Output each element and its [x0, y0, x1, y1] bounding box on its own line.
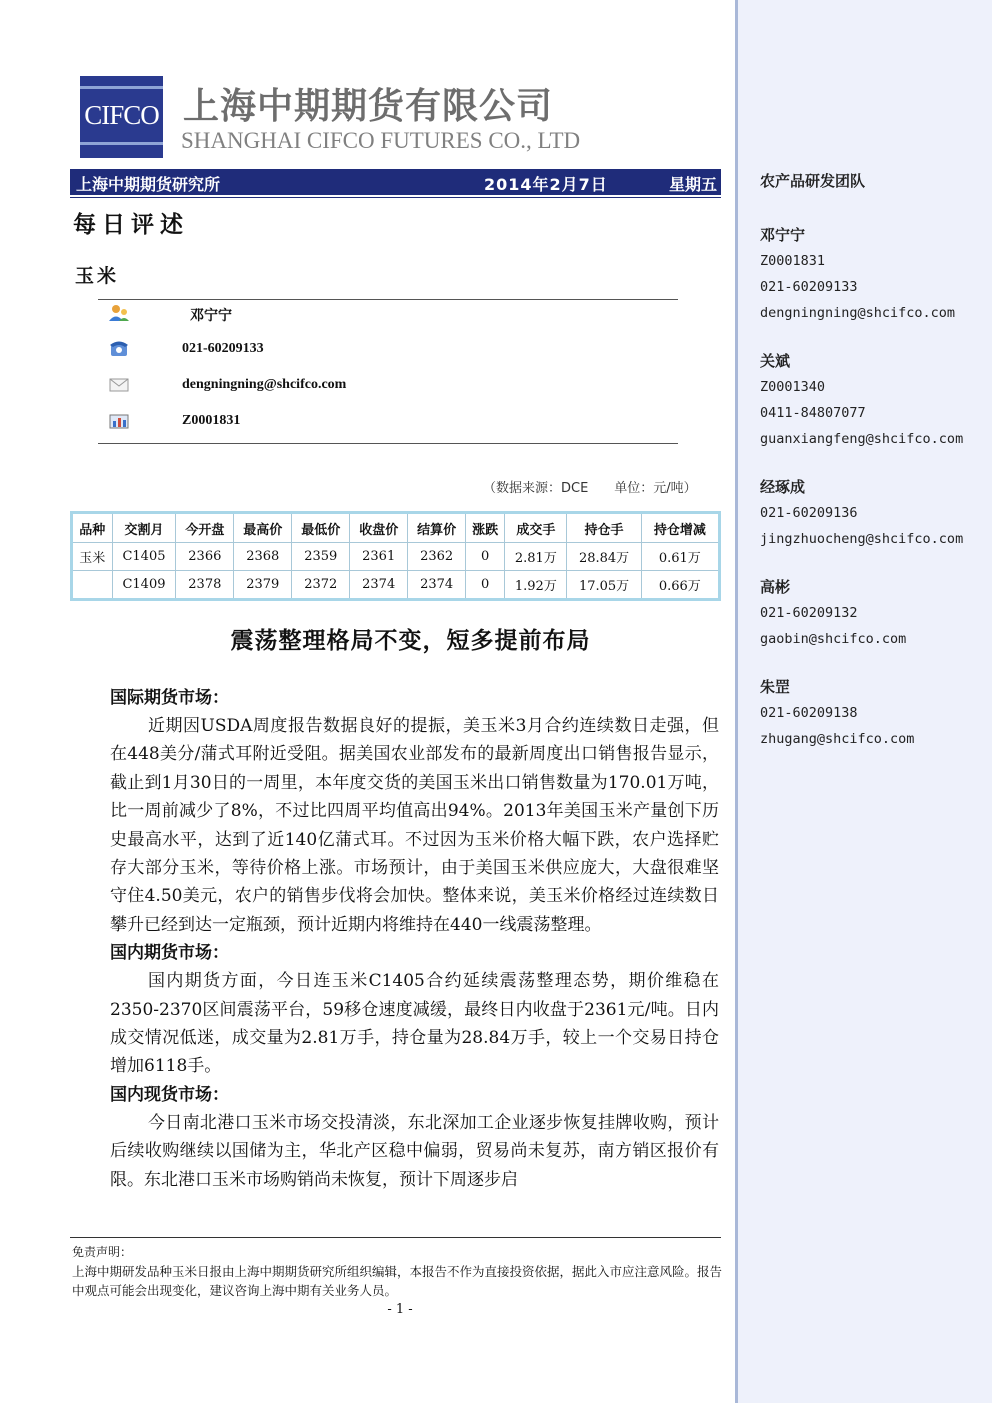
contact-email: guanxiangfeng@shcifco.com [760, 431, 964, 447]
table-row [72, 543, 720, 571]
analyst-name: 邓宁宁 [190, 308, 232, 324]
market-data-table [70, 511, 721, 601]
domestic-futures-text: 国内期货方面，今日连玉米C1405合约延续震荡整理态势，期价维稳在2350-2370区间震荡平台，59移仓速度减缓，最终日内收盘于2361元/吨。日内成交情况低迷，成交量为2.81万手，持仓量为28.84万手，较上一个交易日持仓增加6118手。 [110, 971, 719, 1077]
report-weekday: 星期五 [668, 175, 717, 194]
contact-name: 朱罡 [760, 678, 791, 696]
table-cell: 28.84万 [567, 543, 641, 571]
commodity-title: 玉米 [75, 265, 120, 287]
domestic-futures-heading: 国内期货市场： [110, 943, 229, 964]
contact-phone: 021-60209133 [760, 279, 858, 295]
table-cell: C1409 [112, 571, 176, 600]
table-cell: 2366 [176, 543, 234, 571]
data-source-note: （数据来源：DCE 单位：元/吨） [483, 481, 697, 496]
contact-name: 经琢成 [760, 478, 806, 496]
intl-futures-heading: 国际期货市场： [110, 688, 229, 708]
disclaimer-title: 免责声明： [72, 1245, 133, 1259]
col-header: 交割月 [112, 513, 176, 543]
mail-icon [108, 375, 130, 395]
company-logo [80, 76, 163, 158]
contact-license: Z0001340 [760, 379, 826, 395]
col-header: 最高价 [234, 513, 292, 543]
chart-icon [108, 411, 130, 431]
col-header: 持仓增减 [641, 513, 719, 543]
team-contacts [760, 222, 990, 774]
contact-card [760, 574, 990, 652]
contact-name: 高彬 [760, 578, 791, 596]
analyst-bottom-rule [98, 443, 678, 444]
col-header: 持仓手 [567, 513, 641, 543]
table-cell: 1.92万 [505, 571, 567, 600]
table-cell: 0.61万 [641, 543, 719, 571]
contact-name: 邓宁宁 [760, 226, 806, 244]
phone-icon [108, 339, 130, 359]
table-header-row [72, 513, 720, 543]
contact-email: gaobin@shcifco.com [760, 631, 907, 647]
col-header: 今开盘 [176, 513, 234, 543]
table-cell: 2.81万 [505, 543, 567, 571]
col-header: 收盘价 [350, 513, 408, 543]
table-cell: C1405 [112, 543, 176, 571]
table-cell: 玉米 [72, 543, 113, 571]
contact-card [760, 222, 990, 326]
contact-license: Z0001831 [760, 253, 826, 269]
table-cell: 2374 [408, 571, 466, 600]
table-cell: 2378 [176, 571, 234, 600]
company-name-cn: 上海中期期货有限公司 [183, 86, 554, 127]
disclaimer-text: 上海中期研发品种玉米日报由上海中期期货研究所组织编辑，本报告不作为直接投资依据，据此入市应注意风险。报告中观点可能会出现变化，建议咨询上海中期有关业务人员。 [72, 1264, 723, 1298]
domestic-spot-text: 今日南北港口玉米市场交投清淡，东北深加工企业逐步恢复挂牌收购，预计后续收购继续以国储为主，华北产区稳中偏弱，贸易尚未复苏，南方销区报价有限。东北港口玉米市场购销尚未恢复，预计下周逐步启 [110, 1112, 719, 1190]
contact-phone: 021-60209138 [760, 705, 858, 721]
section-title: 每日评述 [73, 211, 189, 238]
table-cell: 2359 [292, 543, 350, 571]
logo-text: CIFCO [84, 100, 159, 130]
contact-phone: 0411-84807077 [760, 405, 866, 421]
contact-email: zhugang@shcifco.com [760, 731, 915, 747]
analyst-license: Z0001831 [182, 413, 241, 428]
table-cell: 2362 [408, 543, 466, 571]
table-cell: 17.05万 [567, 571, 641, 600]
person-icon [108, 303, 130, 323]
contact-name: 关斌 [760, 352, 791, 370]
analyst-email: dengningning@shcifco.com [182, 377, 347, 392]
col-header: 成交手 [505, 513, 567, 543]
table-row [72, 571, 720, 600]
table-cell: 2372 [292, 571, 350, 600]
analyst-top-rule [98, 299, 678, 300]
report-headline: 震荡整理格局不变，短多提前布局 [230, 627, 591, 654]
table-cell: 2374 [350, 571, 408, 600]
team-sidebar [735, 0, 992, 1403]
intl-futures-text: 近期因USDA周度报告数据良好的提振，美玉米3月合约连续数日走强，但在448美分/蒲式耳附近受阻。据美国农业部发布的最新周度出口销售报告显示，截止到1月30日的一周里，本年度交货的美国玉米出口销售数量为170.01万吨，比一周前减少了8%，不过比四周平均值高出94%。2013年美国玉米产量创下历史最高水平，达到了近140亿蒲式耳。不过因为玉米价格大幅下跌，农户选择贮存大部分玉米，等待价格上涨。市场预计，由于美国玉米供应庞大，大盘很难坚守住4.50美元，农户的销售步伐将会加快。整体来说，美玉米价格经过连续数日攀升已经到达一定瓶颈，预计近期内将维持在440一线震荡整理。 [110, 716, 719, 935]
team-title: 农产品研发团队 [760, 172, 866, 190]
contact-card [760, 348, 990, 452]
contact-card [760, 474, 990, 552]
table-cell: 2368 [234, 543, 292, 571]
contact-card [760, 674, 990, 752]
page-number: - 1 - [387, 1302, 413, 1317]
table-cell: 0.66万 [641, 571, 719, 600]
table-cell: 2379 [234, 571, 292, 600]
domestic-spot-heading: 国内现货市场： [110, 1084, 229, 1105]
header-divider [70, 197, 721, 198]
contact-phone: 021-60209136 [760, 505, 858, 521]
company-name-en: SHANGHAI CIFCO FUTURES CO., LTD [181, 128, 581, 153]
table-cell [72, 571, 113, 600]
col-header: 结算价 [408, 513, 466, 543]
analyst-phone: 021-60209133 [182, 341, 264, 356]
table-cell: 0 [466, 543, 505, 571]
contact-email: jingzhuocheng@shcifco.com [760, 531, 964, 547]
footer-divider [70, 1237, 721, 1238]
contact-email: dengningning@shcifco.com [760, 305, 956, 321]
institute-name: 上海中期期货研究所 [76, 175, 221, 194]
col-header: 涨跌 [466, 513, 505, 543]
col-header: 品种 [72, 513, 113, 543]
col-header: 最低价 [292, 513, 350, 543]
report-body [110, 684, 719, 1194]
table-cell: 0 [466, 571, 505, 600]
report-header-bar [70, 169, 721, 195]
table-cell: 2361 [350, 543, 408, 571]
contact-phone: 021-60209132 [760, 605, 858, 621]
report-date: 2014年2月7日 [484, 175, 608, 194]
